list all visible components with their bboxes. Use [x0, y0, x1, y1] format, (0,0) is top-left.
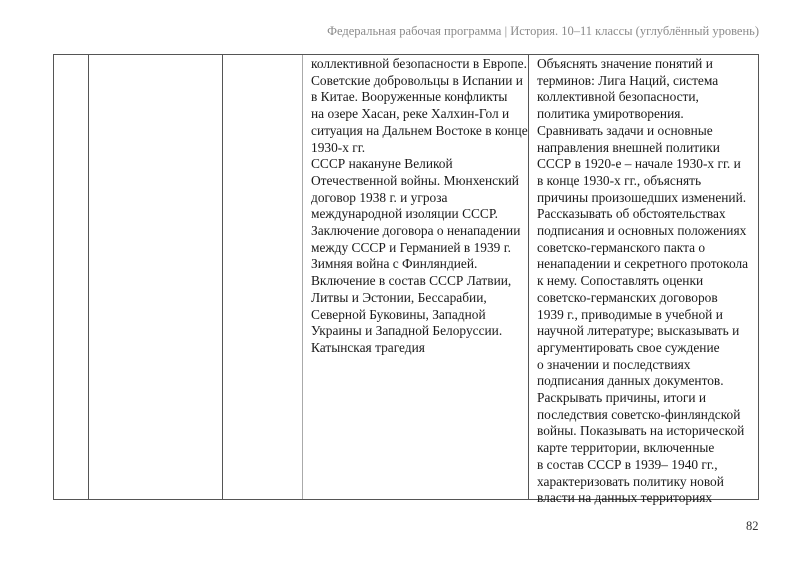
text-line: 1930-х гг.	[311, 139, 366, 155]
text-line: Включение в состав СССР Латвии,	[311, 273, 512, 289]
text-line: советско-германских договоров	[537, 289, 718, 305]
curriculum-table	[53, 54, 759, 506]
content-text	[303, 55, 528, 357]
running-header: Федеральная рабочая программа | История. 10–11 классы (углублённый уровень)	[327, 24, 759, 38]
text-line: ненападении и секретного протокола	[537, 256, 749, 272]
text-line: Литвы и Эстонии, Бессарабии,	[311, 289, 487, 305]
text-line: войны. Показывать на исторической	[537, 423, 745, 439]
text-line: на озере Хасан, реке Халхин-Гол и	[311, 106, 510, 122]
text-line: 1939 г., приводимые в учебной и	[537, 306, 723, 322]
table-cell-content	[303, 55, 529, 499]
text-line: причины произошедших изменений.	[537, 189, 747, 205]
text-line: Зимняя война с Финляндией.	[311, 256, 478, 272]
text-line: Раскрывать причины, итоги и	[537, 390, 707, 406]
text-line: к нему. Сопоставлять оценки	[537, 273, 704, 289]
page-number: 82	[746, 519, 759, 533]
text-line: Отечественной войны. Мюнхенский	[311, 172, 519, 188]
text-line: в состав СССР в 1939– 1940 гг.,	[537, 456, 718, 472]
table-cell-number	[54, 55, 89, 499]
text-line: направления внешней политики	[537, 139, 720, 155]
text-line: Северной Буковины, Западной	[311, 306, 486, 322]
text-line: коллективной безопасности,	[537, 89, 699, 105]
text-line: в Китае. Вооруженные конфликты	[311, 89, 508, 105]
text-line: Украины и Западной Белоруссии.	[311, 323, 503, 339]
text-line: последствия советско-финляндской	[537, 406, 741, 422]
text-line: о значении и последствиях	[537, 356, 691, 372]
text-line: СССР накануне Великой	[311, 156, 453, 172]
text-line: Советские добровольцы в Испании и	[311, 72, 523, 88]
text-line: власти на данных территориях	[537, 490, 713, 506]
text-line: терминов: Лига Наций, система	[537, 72, 719, 88]
text-line: договор 1938 г. и угроза	[311, 189, 448, 205]
text-line: Заключение договора о ненападении	[311, 223, 521, 239]
text-line: аргументировать свое суждение	[537, 339, 720, 355]
text-line: политика умиротворения.	[537, 106, 684, 122]
text-line: подписания и основных положениях	[537, 223, 747, 239]
text-line: ситуация на Дальнем Востоке в конце	[311, 122, 528, 138]
activities-text	[529, 55, 758, 507]
text-line: в конце 1930-х гг., объяснять	[537, 172, 702, 188]
table-cell-topic	[89, 55, 223, 499]
text-line: характеризовать политику новой	[537, 473, 724, 489]
text-line: СССР в 1920-е – начале 1930-х гг. и	[537, 156, 741, 172]
text-line: Рассказывать об обстоятельствах	[537, 206, 726, 222]
text-line: научной литературе; высказывать и	[537, 323, 740, 339]
text-line: подписания данных документов.	[537, 373, 724, 389]
text-line: карте территории, включенные	[537, 440, 715, 456]
table-cell-hours	[223, 55, 303, 499]
table-cell-activities	[529, 55, 758, 506]
text-line: международной изоляции СССР.	[311, 206, 498, 222]
text-line: Катынская трагедия	[311, 339, 425, 355]
text-line: Объяснять значение понятий и	[537, 56, 713, 71]
text-line: Сравнивать задачи и основные	[537, 122, 713, 138]
text-line: советско-германского пакта о	[537, 239, 706, 255]
text-line: между СССР и Германией в 1939 г.	[311, 239, 512, 255]
text-line: коллективной безопасности в Европе.	[311, 56, 527, 71]
